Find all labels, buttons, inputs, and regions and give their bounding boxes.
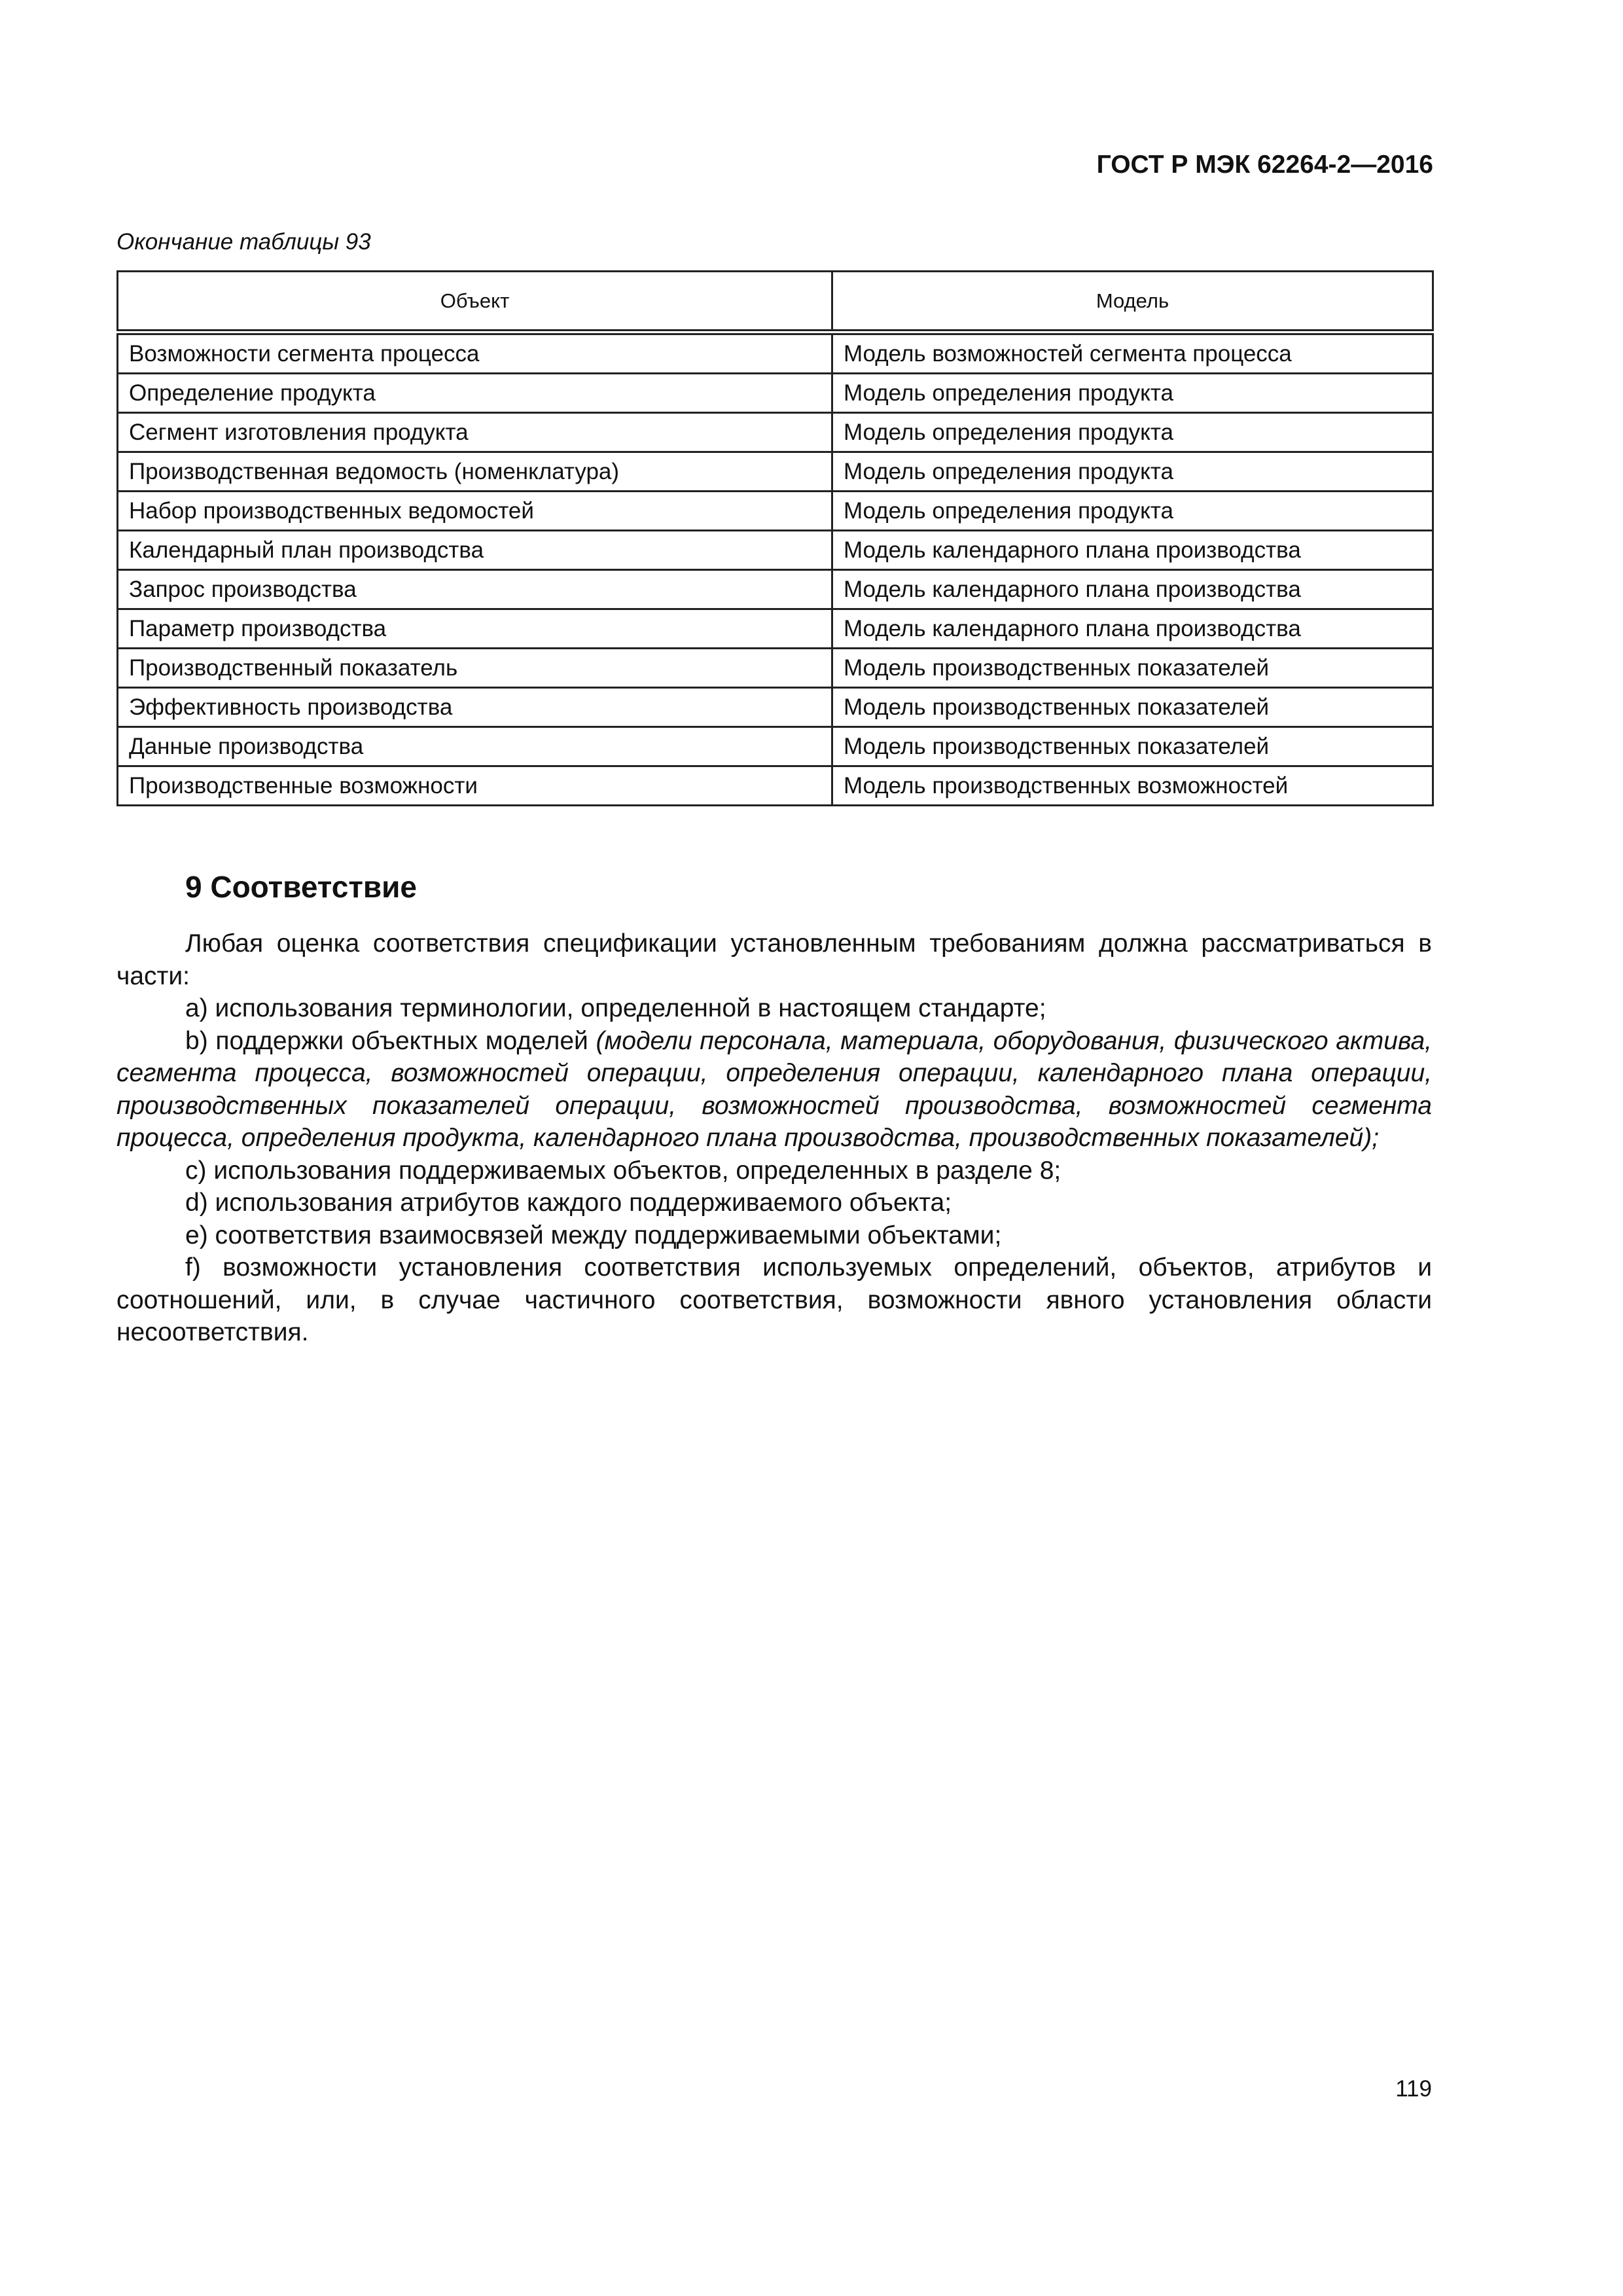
page-number: 119 bbox=[1395, 2076, 1432, 2102]
cell-model: Модель календарного плана производства bbox=[832, 570, 1433, 609]
cell-model: Модель производственных показателей bbox=[832, 727, 1433, 766]
table-caption: Окончание таблицы 93 bbox=[116, 229, 371, 255]
table-row bbox=[118, 492, 1433, 531]
cell-model: Модель возможностей сегмента процесса bbox=[832, 332, 1433, 374]
list-item-e: е) соответствия взаимосвязей между поддерживаемыми объектами; bbox=[185, 1221, 1002, 1249]
cell-model: Модель календарного плана производства bbox=[832, 531, 1433, 570]
list-item-b-models: (модели персонала, материала, оборудования, физического актива, сегмента процесса, возможностей операции, определения операции, календарного плана операции, производственных показателей операции, возможностей производства, возможностей сегмента процесса, определения продукта, календарного плана производства, производственных показателей); bbox=[116, 1026, 1432, 1152]
table-row bbox=[118, 688, 1433, 727]
cell-object: Данные производства bbox=[118, 727, 832, 766]
cell-object: Набор производственных ведомостей bbox=[118, 492, 832, 531]
cell-object: Сегмент изготовления продукта bbox=[118, 413, 832, 452]
column-header-object: Объект bbox=[118, 272, 832, 332]
section-body bbox=[116, 927, 1432, 1349]
cell-object: Эффективность производства bbox=[118, 688, 832, 727]
cell-model: Модель определения продукта bbox=[832, 452, 1433, 492]
cell-model: Модель календарного плана производства bbox=[832, 609, 1433, 649]
cell-model: Модель определения продукта bbox=[832, 413, 1433, 452]
cell-object: Запрос производства bbox=[118, 570, 832, 609]
document-standard-id: ГОСТ Р МЭК 62264-2—2016 bbox=[1096, 151, 1433, 179]
cell-model: Модель определения продукта bbox=[832, 492, 1433, 531]
table-row bbox=[118, 332, 1433, 374]
table-row bbox=[118, 531, 1433, 570]
table-row bbox=[118, 727, 1433, 766]
table-row bbox=[118, 452, 1433, 492]
list-item-f: f) возможности установления соответствия используемых определений, объектов, атрибутов и соотношений, или, в случае частичного соответствия, возможности явного установления области несоответствия. bbox=[116, 1253, 1432, 1346]
list-item-b bbox=[116, 1025, 1432, 1155]
cell-object: Производственные возможности bbox=[118, 766, 832, 806]
table-row bbox=[118, 413, 1433, 452]
column-header-model: Модель bbox=[832, 272, 1433, 332]
table-row bbox=[118, 374, 1433, 413]
cell-object: Параметр производства bbox=[118, 609, 832, 649]
cell-model: Модель определения продукта bbox=[832, 374, 1433, 413]
cell-object: Возможности сегмента процесса bbox=[118, 332, 832, 374]
cell-model: Модель производственных показателей bbox=[832, 649, 1433, 688]
cell-model: Модель производственных возможностей bbox=[832, 766, 1433, 806]
cell-object: Производственный показатель bbox=[118, 649, 832, 688]
list-item-a: а) использования терминологии, определенной в настоящем стандарте; bbox=[185, 994, 1046, 1022]
intro-paragraph: Любая оценка соответствия спецификации установленным требованиям должна рассматриваться в части: bbox=[116, 929, 1432, 990]
objects-models-table bbox=[116, 270, 1434, 806]
table-row bbox=[118, 649, 1433, 688]
cell-model: Модель производственных показателей bbox=[832, 688, 1433, 727]
cell-object: Производственная ведомость (номенклатура) bbox=[118, 452, 832, 492]
table-row bbox=[118, 570, 1433, 609]
table-container bbox=[116, 270, 1432, 806]
table-header-row bbox=[118, 272, 1433, 332]
section-heading: 9 Соответствие bbox=[185, 870, 417, 904]
cell-object: Календарный план производства bbox=[118, 531, 832, 570]
table-row bbox=[118, 766, 1433, 806]
cell-object: Определение продукта bbox=[118, 374, 832, 413]
list-item-b-text: b) поддержки объектных моделей bbox=[185, 1026, 596, 1055]
list-item-d: d) использования атрибутов каждого поддерживаемого объекта; bbox=[185, 1189, 952, 1217]
table-row bbox=[118, 609, 1433, 649]
list-item-c: с) использования поддерживаемых объектов, определенных в разделе 8; bbox=[185, 1156, 1061, 1185]
